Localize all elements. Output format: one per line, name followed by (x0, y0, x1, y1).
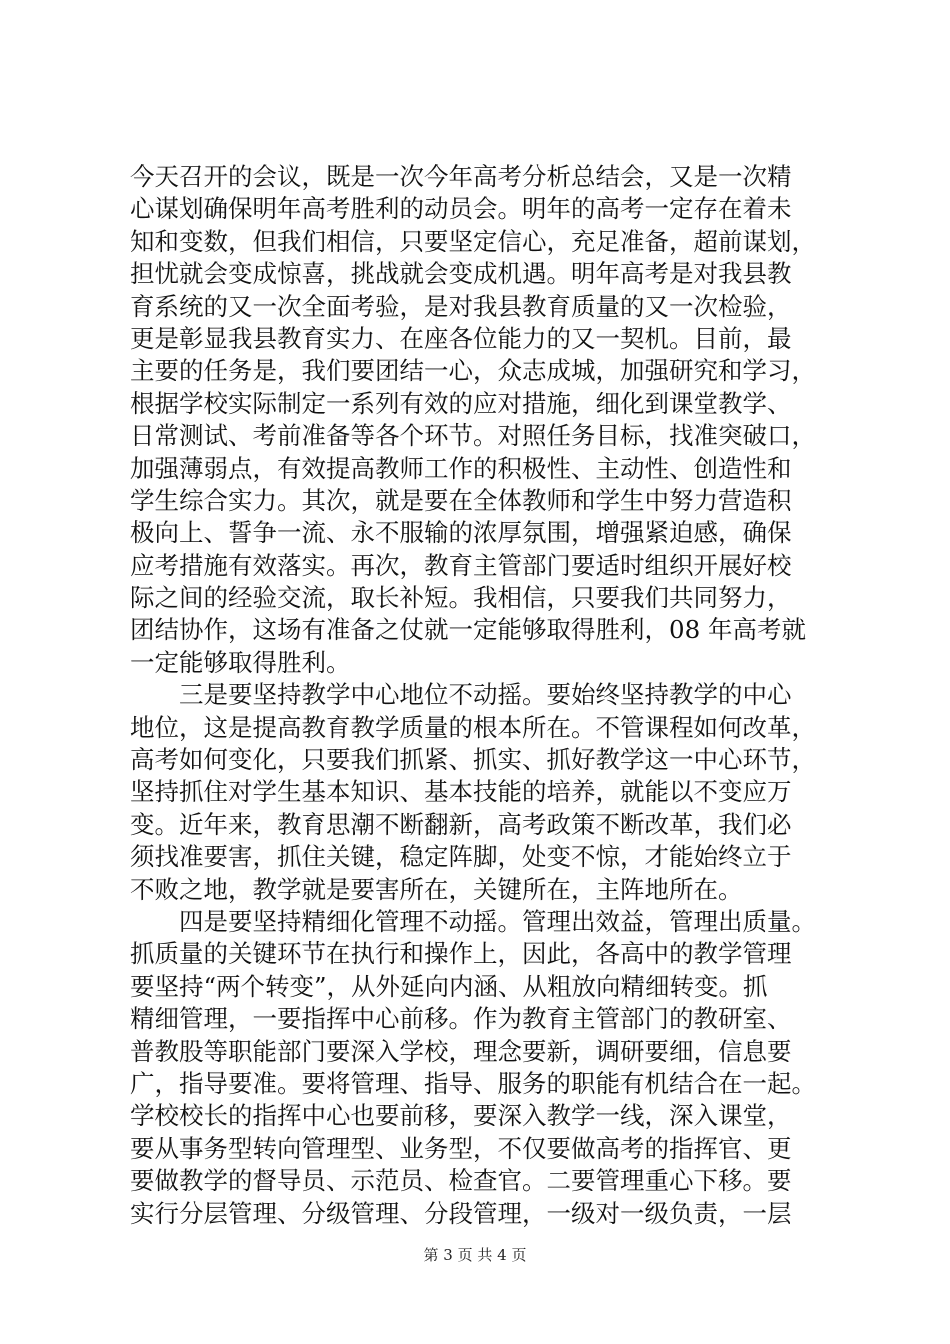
text-line: 三是要坚持教学中心地位不动摇。要始终坚持教学的中心 (130, 680, 792, 710)
text-line: 高考如何变化，只要我们抓紧、抓实、抓好教学这一中心环节， (130, 745, 816, 775)
text-line: 主要的任务是，我们要团结一心，众志成城，加强研究和学习， (130, 356, 816, 386)
text-line: 要做教学的督导员、示范员、检查官。二要管理重心下移。要 (130, 1166, 792, 1196)
text-line: 知和变数，但我们相信，只要坚定信心，充足准备，超前谋划， (130, 226, 816, 256)
text-line: 一定能够取得胜利。 (130, 647, 351, 677)
text-line: 普教股等职能部门要深入学校，理念要新，调研要细，信息要 (130, 1036, 792, 1066)
text-line: 加强薄弱点，有效提高教师工作的积极性、主动性、创造性和 (130, 453, 792, 483)
body-text (130, 161, 830, 1230)
text-line: 不败之地，教学就是要害所在，关键所在，主阵地所在。 (130, 874, 743, 904)
text-line: 地位，这是提高教育教学质量的根本所在。不管课程如何改革， (130, 712, 816, 742)
text-line: 实行分层管理、分级管理、分段管理，一级对一级负责，一层 (130, 1198, 792, 1228)
text-line: 学校校长的指挥中心也要前移，要深入教学一线，深入课堂， (130, 1101, 792, 1131)
page-number: 第 3 页 共 4 页 (423, 1246, 527, 1264)
text-line: 坚持抓住对学生基本知识、基本技能的培养，就能以不变应万 (130, 777, 792, 807)
text-line: 今天召开的会议，既是一次今年高考分析总结会，又是一次精 (130, 162, 792, 191)
text-line: 抓质量的关键环节在执行和操作上，因此，各高中的教学管理 (130, 939, 792, 969)
text-line: 精细管理，一要指挥中心前移。作为教育主管部门的教研室、 (130, 1004, 792, 1034)
text-line: 应考措施有效落实。再次，教育主管部门要适时组织开展好校 (130, 550, 792, 580)
text-line: 根据学校实际制定一系列有效的应对措施，细化到课堂教学、 (130, 388, 792, 418)
text-line: 际之间的经验交流，取长补短。我相信，只要我们共同努力， (130, 583, 792, 613)
text-line: 要坚持“两个转变”，从外延向内涵、从粗放向精细转变。抓 (130, 971, 768, 1001)
text-line: 极向上、誓争一流、永不服输的浓厚氛围，增强紧迫感，确保 (130, 518, 792, 548)
text-line: 更是彰显我县教育实力、在座各位能力的又一契机。目前，最 (130, 323, 792, 353)
text-line: 四是要坚持精细化管理不动摇。管理出效益，管理出质量。 (130, 906, 816, 936)
text-line: 育系统的又一次全面考验，是对我县教育质量的又一次检验， (130, 291, 792, 321)
text-line: 团结协作，这场有准备之仗就一定能够取得胜利，08 年高考就 (130, 615, 806, 645)
text-line: 心谋划确保明年高考胜利的动员会。明年的高考一定存在着未 (130, 194, 792, 224)
text-line: 要从事务型转向管理型、业务型，不仅要做高考的指挥官、更 (130, 1133, 792, 1163)
text-line: 学生综合实力。其次，就是要在全体教师和学生中努力营造积 (130, 485, 792, 515)
text-line: 广，指导要准。要将管理、指导、服务的职能有机结合在一起。 (130, 1068, 816, 1098)
text-line: 变。近年来，教育思潮不断翻新，高考政策不断改革，我们必 (130, 809, 792, 839)
text-line: 日常测试、考前准备等各个环节。对照任务目标，找准突破口， (130, 421, 816, 451)
text-line: 须找准要害，抓住关键，稳定阵脚，处变不惊，才能始终立于 (130, 842, 792, 872)
text-line: 担忧就会变成惊喜，挑战就会变成机遇。明年高考是对我县教 (130, 259, 792, 289)
